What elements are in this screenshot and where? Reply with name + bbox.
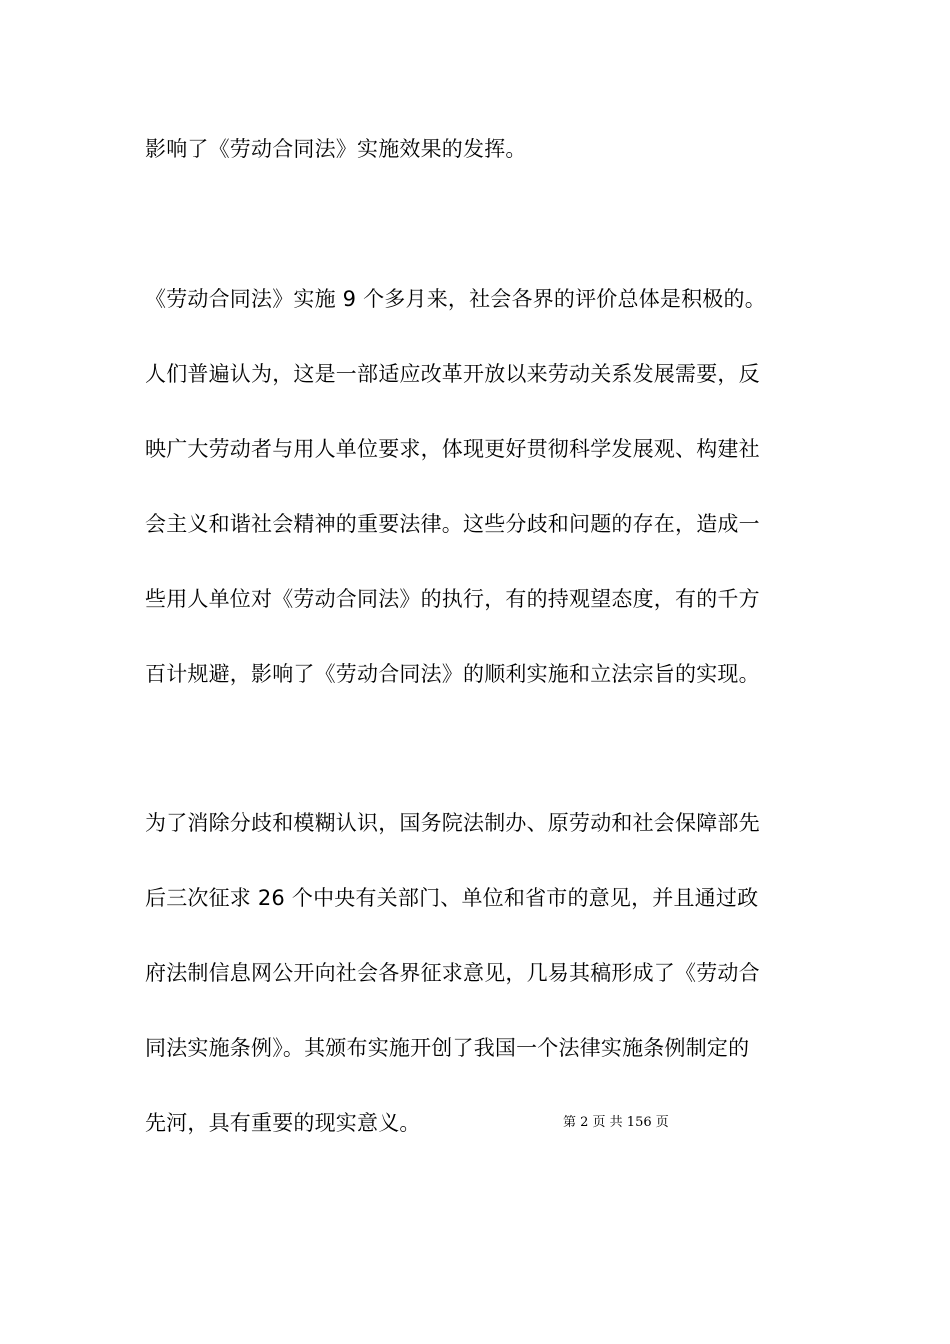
text-line: 会主义和谐社会精神的重要法律。这些分歧和问题的存在，造成一 (145, 512, 760, 536)
text-line: 些用人单位对《劳动合同法》的执行，有的持观望态度，有的千方 (145, 587, 760, 611)
text-line: 先河，具有重要的现实意义。 (145, 1111, 421, 1135)
text-line: 为了消除分歧和模糊认识，国务院法制办、原劳动和社会保障部先 (145, 811, 760, 835)
text-line: 映广大劳动者与用人单位要求，体现更好贯彻科学发展观、构建社 (145, 437, 760, 461)
text-line: 《劳动合同法》实施 9 个多月来，社会各界的评价总体是积极的。 (145, 287, 766, 311)
text-line: 百计规避，影响了《劳动合同法》的顺利实施和立法宗旨的实现。 (145, 662, 760, 686)
text-line: 同法实施条例》。其颁布实施开创了我国一个法律实施条例制定的 (145, 1036, 750, 1060)
text-line: 人们普遍认为，这是一部适应改革开放以来劳动关系发展需要，反 (145, 362, 760, 386)
text-line: 影响了《劳动合同法》实施效果的发挥。 (145, 137, 527, 161)
text-line: 后三次征求 26 个中央有关部门、单位和省市的意见，并且通过政 (145, 886, 759, 910)
text-line: 府法制信息网公开向社会各界征求意见，几易其稿形成了《劳动合 (145, 961, 760, 985)
page-number-footer: 第 2 页 共 156 页 (563, 1115, 669, 1130)
